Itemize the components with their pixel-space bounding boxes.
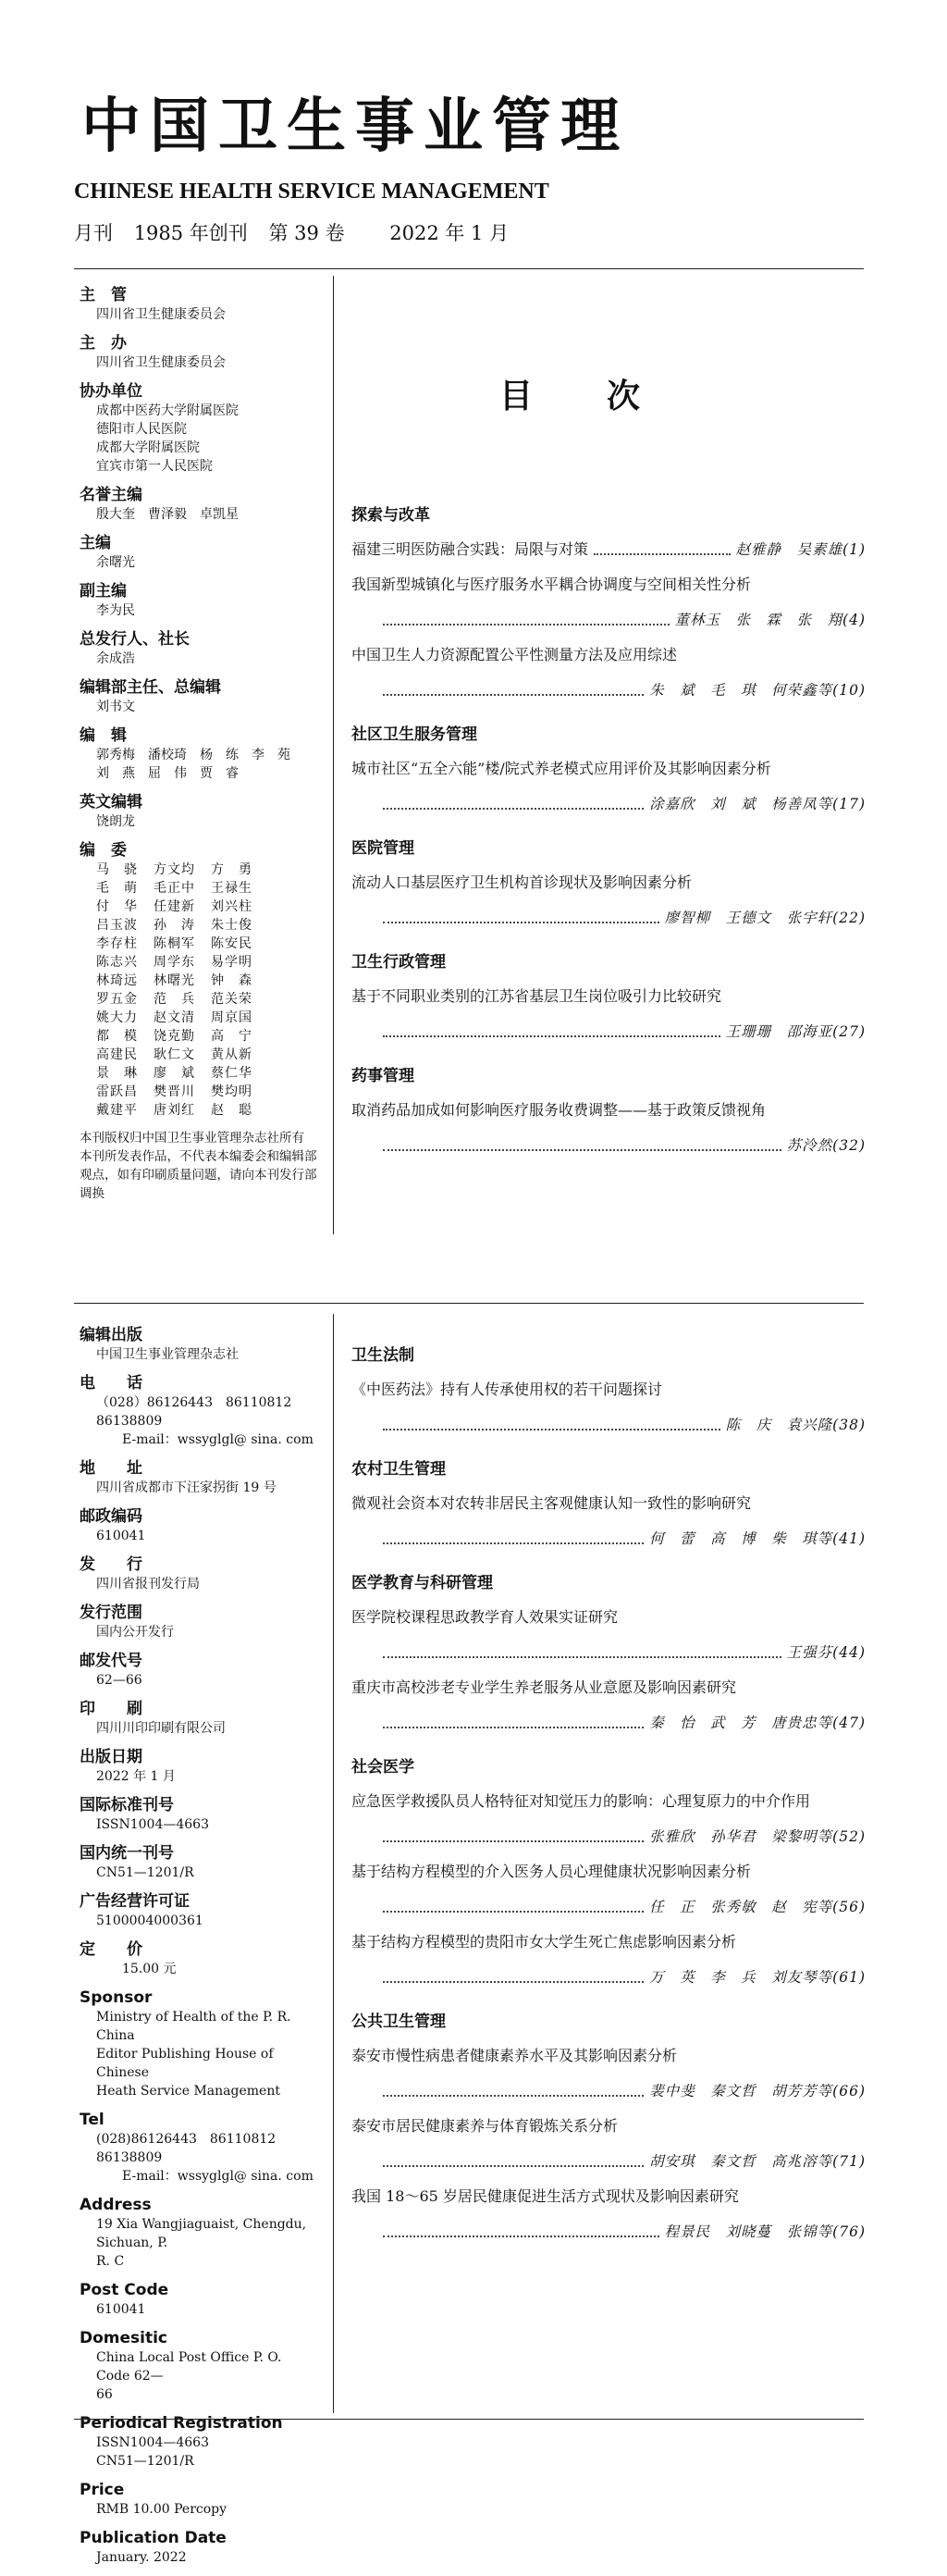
editor-name: 景 琳 <box>96 1066 138 1081</box>
info-value: RMB 10.00 Percopy <box>96 2502 228 2517</box>
info-value: 四川省卫生健康委员会 <box>96 355 226 370</box>
info-value: 成都中医药大学附属医院 德阳市人民医院 成都大学附属医院 宜宾市第一人民医院 <box>96 403 239 474</box>
dot-leader <box>383 1911 644 1913</box>
info-group <box>80 1458 318 1497</box>
toc-entry[interactable] <box>351 2186 866 2242</box>
volume: 第 39 卷 <box>268 222 345 244</box>
info-value: 四川省卫生健康委员会 <box>96 307 226 322</box>
editor-name: 都 模 <box>96 1029 138 1044</box>
info-group <box>80 2280 318 2319</box>
editor-name: 赵 聪 <box>211 1103 252 1118</box>
info-value: CN51—1201/R <box>96 1865 194 1880</box>
article-authors-page: 裴中斐 秦文哲 胡芳芳等(66) <box>649 2083 866 2099</box>
editor-name: 钟 森 <box>211 973 252 988</box>
editor-name: 孙 涛 <box>154 918 195 933</box>
info-group <box>80 381 318 476</box>
info-label: Tel <box>80 2111 105 2129</box>
editor-name: 陈安民 <box>211 936 252 951</box>
article-title: 微观社会资本对农转非居民主客观健康认知一致性的影响研究 <box>351 1494 752 1512</box>
info-value: China Local Post Office P. O. Code 62— 66 <box>96 2350 282 2402</box>
footer-rule <box>74 2419 864 2420</box>
article-title: 我国 18～65 岁居民健康促进生活方式现状及影响因素研究 <box>351 2187 739 2205</box>
toc-section-heading: 社区卫生服务管理 <box>351 725 477 744</box>
dot-leader <box>383 2095 644 2097</box>
dot-leader <box>383 808 644 810</box>
toc-entry[interactable] <box>351 1791 866 1847</box>
info-label: 国内统一刊号 <box>80 1844 174 1863</box>
editor-name: 易学明 <box>211 955 252 970</box>
article-title: 医学院校课程思政教学育人效果实证研究 <box>351 1608 619 1626</box>
dot-leader <box>383 1149 781 1151</box>
article-authors-page: 任 正 张秀敏 赵 宪等(56) <box>649 1899 866 1915</box>
article-authors-page: 胡安琪 秦文哲 高兆溶等(71) <box>649 2153 866 2170</box>
info-label: 电 话 <box>80 1374 142 1393</box>
editor-name: 范 兵 <box>154 992 195 1007</box>
info-group <box>80 1506 318 1545</box>
article-authors-page: 董林玉 张 霖 张 翔(4) <box>674 612 866 628</box>
header-rule <box>74 268 864 269</box>
toc-entry[interactable] <box>351 1678 866 1733</box>
editor-name: 高建民 <box>96 1047 138 1062</box>
editor-name: 耿仁文 <box>154 1047 195 1062</box>
info-label: 主编 <box>80 534 111 552</box>
toc-entry[interactable] <box>351 1862 866 1917</box>
info-group <box>80 533 318 572</box>
editor-name: 陈桐军 <box>154 936 195 951</box>
editor-name: 廖 斌 <box>154 1066 195 1081</box>
info-value: 2022 年 1 月 <box>96 1769 176 1784</box>
info-label: 发行范围 <box>80 1604 142 1622</box>
article-authors-page: 王强芬(44) <box>786 1644 866 1661</box>
article-authors-page: 何 蕾 高 博 柴 琪等(41) <box>649 1530 866 1547</box>
info-value: 刘书文 <box>96 700 135 714</box>
info-value: ISSN1004—4663 <box>96 1817 209 1832</box>
editor-name: 黄从新 <box>211 1047 252 1062</box>
toc-entry[interactable] <box>351 759 866 814</box>
article-authors-page: 苏泠然(32) <box>786 1137 866 1154</box>
info-group <box>80 2195 318 2271</box>
editor-name: 刘兴柱 <box>211 899 252 914</box>
info-label: 出版日期 <box>80 1748 142 1766</box>
editor-name: 罗五金 <box>96 992 138 1007</box>
editor-name: 范关荣 <box>211 992 252 1007</box>
info-label: 广告经营许可证 <box>80 1892 190 1911</box>
info-label: Domesitic <box>80 2329 168 2347</box>
info-group <box>80 792 318 831</box>
info-group <box>80 1939 318 1978</box>
info-group <box>80 2528 318 2567</box>
editor-name: 唐刘红 <box>154 1103 195 1118</box>
info-label: Post Code <box>80 2281 169 2299</box>
editor-name: 姚大力 <box>96 1010 138 1025</box>
info-group <box>80 1699 318 1738</box>
editor-name: 方文均 <box>154 862 195 877</box>
editor-name: 方 勇 <box>211 862 252 877</box>
dot-leader <box>383 1727 644 1728</box>
info-group <box>80 1988 318 2100</box>
info-label: 主 办 <box>80 334 127 353</box>
middle-rule <box>74 1303 864 1304</box>
info-label: 印 刷 <box>80 1700 142 1718</box>
info-value: 62—66 <box>96 1673 142 1688</box>
dot-leader <box>383 2235 659 2237</box>
info-value: 李为民 <box>96 603 135 618</box>
dot-leader <box>383 1542 644 1544</box>
info-group <box>80 1651 318 1690</box>
article-title: 中国卫生人力资源配置公平性测量方法及应用综述 <box>351 646 678 663</box>
info-label: Price <box>80 2481 125 2499</box>
info-group <box>80 2480 318 2519</box>
frequency: 月刊 <box>74 222 113 244</box>
info-value: 饶朗龙 <box>96 814 135 829</box>
toc-entry[interactable] <box>351 1380 866 1435</box>
contents-title: 目次 <box>499 378 715 415</box>
info-group <box>80 1891 318 1930</box>
info-group <box>80 1843 318 1882</box>
table-of-contents-part1 <box>351 481 866 1170</box>
editor-name: 吕玉波 <box>96 918 138 933</box>
editor-name: 林曙光 <box>154 973 195 988</box>
editor-name: 朱士俊 <box>211 918 252 933</box>
info-label: 邮发代号 <box>80 1652 142 1670</box>
editor-name: 雷跃昌 <box>96 1084 138 1099</box>
article-title: 基于结构方程模型的介入医务人员心理健康状况影响因素分析 <box>351 1863 752 1880</box>
toc-section-heading: 医院管理 <box>351 839 414 858</box>
article-authors-page: 涂嘉欣 刘 斌 杨善凤等(17) <box>649 796 866 812</box>
info-value: 四川省成都市下汪家拐街 19 号 <box>96 1480 277 1495</box>
info-value: 15.00 元 <box>96 1962 177 1976</box>
info-label: 编辑出版 <box>80 1326 142 1344</box>
editor-name: 赵文清 <box>154 1010 195 1025</box>
info-value: Ministry of Health of the P. R. China Editor Publishing House of Chinese Heath Service Management <box>96 2010 291 2099</box>
article-title: 我国新型城镇化与医疗服务水平耦合协调度与空间相关性分析 <box>351 576 752 593</box>
info-value: 殷大奎 曹泽毅 卓凯星 <box>96 507 239 522</box>
editor-name: 樊均明 <box>211 1084 252 1099</box>
editor-name: 周学东 <box>154 955 195 970</box>
toc-entry[interactable] <box>351 2116 866 2172</box>
info-label: 编 辑 <box>80 726 127 745</box>
article-authors-page: 赵雅静 吴素雄(1) <box>735 541 866 558</box>
article-title: 《中医药法》持有人传承使用权的若干问题探讨 <box>351 1381 663 1398</box>
column-divider-top <box>333 276 334 1234</box>
toc-section-heading: 药事管理 <box>351 1067 414 1085</box>
info-label: 主 管 <box>80 286 127 304</box>
info-group <box>80 725 318 783</box>
toc-entry[interactable] <box>351 539 866 560</box>
dot-leader <box>383 624 670 625</box>
toc-entry[interactable] <box>351 645 866 700</box>
info-value: 610041 <box>96 1529 146 1543</box>
info-value: 国内公开发行 <box>96 1625 174 1640</box>
info-label: 国际标准刊号 <box>80 1796 174 1814</box>
journal-title-en: CHINESE HEALTH SERVICE MANAGEMENT <box>74 180 549 204</box>
editor-name: 马 骁 <box>96 862 138 877</box>
toc-entry[interactable] <box>351 1607 866 1663</box>
dot-leader <box>383 1656 781 1658</box>
info-value: ISSN1004—4663 CN51—1201/R <box>96 2435 209 2469</box>
toc-entry[interactable] <box>351 986 866 1042</box>
toc-entry[interactable] <box>351 1932 866 1988</box>
article-authors-page: 万 英 李 兵 刘友琴等(61) <box>649 1969 866 1986</box>
masthead-panel <box>80 285 318 1203</box>
info-label: Address <box>80 2196 152 2214</box>
info-value: (028)86126443 86110812 86138809 E-mail：wssyglgl@ sina. com <box>96 2132 314 2184</box>
info-value: （028）86126443 86110812 86138809 E-mail：wssyglgl@ sina. com <box>96 1395 314 1447</box>
publishing-info-panel <box>80 1325 318 2576</box>
dot-leader <box>383 922 659 923</box>
article-title: 应急医学救援队员人格特征对知觉压力的影响：心理复原力的中介作用 <box>351 1792 811 1810</box>
info-group <box>80 2328 318 2404</box>
info-value: 四川省报刊发行局 <box>96 1577 200 1591</box>
editor-name: 毛 萌 <box>96 881 138 896</box>
column-divider-bottom <box>333 1314 334 2413</box>
toc-entry[interactable] <box>351 873 866 928</box>
dot-leader <box>594 553 731 555</box>
info-label: Periodical Registration <box>80 2414 283 2433</box>
info-value: 余曙光 <box>96 555 135 570</box>
dot-leader <box>383 1840 644 1842</box>
info-label: 英文编辑 <box>80 793 142 811</box>
dot-leader <box>383 1981 644 1983</box>
editor-name: 李存柱 <box>96 936 138 951</box>
info-group <box>80 2110 318 2186</box>
editor-name: 周京国 <box>211 1010 252 1025</box>
editor-name: 林琦远 <box>96 973 138 988</box>
editor-name: 任建新 <box>154 899 195 914</box>
info-label: 地 址 <box>80 1459 142 1478</box>
article-authors-page: 程景民 刘晓蔓 张锦等(76) <box>664 2223 866 2240</box>
editorial-board <box>80 861 318 1120</box>
table-of-contents-part2 <box>351 1321 866 2257</box>
article-title: 取消药品加成如何影响医疗服务收费调整——基于政策反馈视角 <box>351 1101 767 1119</box>
editors-heading: 编 委 <box>80 841 127 860</box>
article-title: 流动人口基层医疗卫生机构首诊现状及影响因素分析 <box>351 873 693 891</box>
dot-leader <box>383 1035 720 1037</box>
info-value: 中国卫生事业管理杂志社 <box>96 1347 239 1362</box>
info-value: 19 Xia Wangjiaguaist, Chengdu, Sichuan, P. R. C <box>96 2217 307 2269</box>
article-title: 重庆市高校涉老专业学生养老服务从业意愿及影响因素研究 <box>351 1678 737 1696</box>
info-group <box>80 677 318 716</box>
article-authors-page: 廖智柳 王德文 张宇轩(22) <box>664 910 866 926</box>
copyright-notice: 本刊版权归中国卫生事业管理杂志社所有 本刊所发表作品，不代表本编委会和编辑部观点，如有印刷质量问题，请向本刊发行部调换 <box>80 1131 317 1201</box>
info-value: 郭秀梅 潘校琦 杨 练 李 苑 刘 燕 屈 伟 贾 睿 <box>96 748 290 781</box>
info-group <box>80 333 318 372</box>
toc-entry[interactable] <box>351 2046 866 2101</box>
info-label: Sponsor <box>80 1988 153 2007</box>
article-authors-page: 王珊珊 邵海亚(27) <box>725 1023 866 1040</box>
toc-section-heading: 社会医学 <box>351 1758 414 1777</box>
toc-section-heading: 农村卫生管理 <box>351 1460 446 1479</box>
info-group <box>80 1747 318 1786</box>
journal-title: 中国卫生事业管理 <box>81 93 629 161</box>
info-label: Publication Date <box>80 2529 227 2547</box>
editor-name: 蔡仁华 <box>211 1066 252 1081</box>
toc-section-heading: 探索与改革 <box>351 506 430 525</box>
editor-name: 高 宁 <box>211 1029 252 1044</box>
article-title: 泰安市慢性病患者健康素养水平及其影响因素分析 <box>351 2047 678 2064</box>
info-group <box>80 1603 318 1641</box>
info-value: January. 2022 <box>96 2550 187 2565</box>
issue-date: 2022 年 1 月 <box>389 222 510 244</box>
journal-meta <box>74 218 523 246</box>
info-label: 编辑部主任、总编辑 <box>80 678 221 697</box>
editor-name: 饶克勤 <box>154 1029 195 1044</box>
editor-name: 付 华 <box>96 899 138 914</box>
article-title: 泰安市居民健康素养与体育锻炼关系分析 <box>351 2117 619 2135</box>
article-title: 基于结构方程模型的贵阳市女大学生死亡焦虑影响因素分析 <box>351 1933 737 1951</box>
toc-section-heading: 卫生法制 <box>351 1346 414 1365</box>
info-group <box>80 285 318 324</box>
dot-leader <box>383 1429 720 1430</box>
article-title: 基于不同职业类别的江苏省基层卫生岗位吸引力比较研究 <box>351 987 722 1005</box>
info-group <box>80 581 318 620</box>
info-value: 四川川印印刷有限公司 <box>96 1721 226 1736</box>
info-value: 610041 <box>96 2302 146 2317</box>
info-group <box>80 2413 318 2471</box>
article-authors-page: 陈 庆 袁兴隆(38) <box>725 1417 866 1433</box>
founded: 1985 年创刊 <box>133 222 248 244</box>
info-value: 5100004000361 <box>96 1913 203 1928</box>
dot-leader <box>383 694 644 696</box>
toc-entry[interactable] <box>351 1493 866 1549</box>
article-authors-page: 朱 斌 毛 琪 何荣鑫等(10) <box>649 682 866 699</box>
article-authors-page: 秦 怡 武 芳 唐贵忠等(47) <box>649 1715 866 1731</box>
info-label: 协办单位 <box>80 382 142 401</box>
editor-name: 王禄生 <box>211 881 252 896</box>
dot-leader <box>383 2165 644 2167</box>
editor-name: 毛正中 <box>154 881 195 896</box>
article-title: 城市社区“五全六能”楼/院式养老模式应用评价及其影响因素分析 <box>351 760 771 777</box>
info-label: 定 价 <box>80 1940 142 1959</box>
toc-entry[interactable] <box>351 575 866 630</box>
editor-name: 樊晋川 <box>154 1084 195 1099</box>
info-value: 余成浩 <box>96 651 135 666</box>
article-authors-page: 张雅欣 孙华君 梁黎明等(52) <box>649 1828 866 1845</box>
toc-section-heading: 医学教育与科研管理 <box>351 1574 493 1592</box>
toc-entry[interactable] <box>351 1100 866 1156</box>
info-group <box>80 485 318 524</box>
editor-name: 戴建平 <box>96 1103 138 1118</box>
info-label: 邮政编码 <box>80 1507 142 1526</box>
info-group <box>80 1373 318 1449</box>
info-label: 副主编 <box>80 582 127 601</box>
article-title: 福建三明医防融合实践：局限与对策 <box>351 540 589 558</box>
toc-section-heading: 公共卫生管理 <box>351 2012 446 2031</box>
info-label: 发 行 <box>80 1555 142 1574</box>
info-group <box>80 1554 318 1593</box>
info-label: 总发行人、社长 <box>80 630 190 649</box>
editor-name: 陈志兴 <box>96 955 138 970</box>
toc-section-heading: 卫生行政管理 <box>351 953 446 972</box>
info-label: 名誉主编 <box>80 486 142 504</box>
info-group <box>80 1325 318 1364</box>
info-group <box>80 629 318 668</box>
info-group <box>80 1795 318 1834</box>
